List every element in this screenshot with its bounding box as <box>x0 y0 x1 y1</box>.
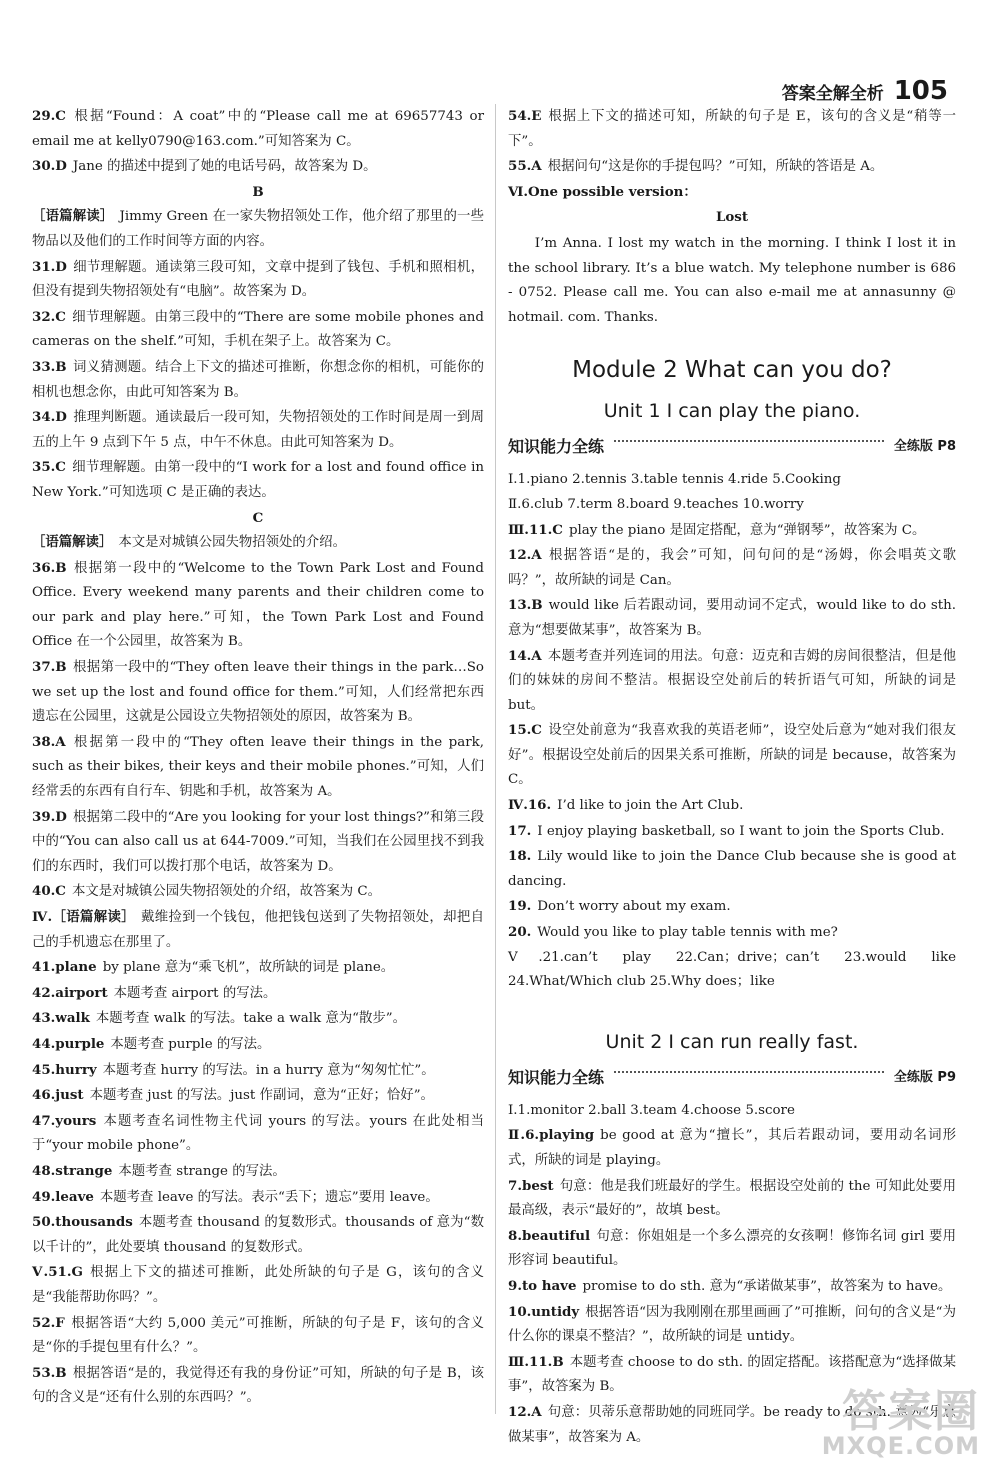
answer-text: Lily would like to join the Dance Club because she is good at dancing. <box>508 849 956 889</box>
answer-text: promise to do sth. 意为“承诺做某事”，故答案为 to have。 <box>582 1278 952 1294</box>
answer-item <box>508 718 956 793</box>
answer-item <box>32 1185 484 1211</box>
answer-item <box>32 981 484 1007</box>
answer-text: 根据第二段中的“Are you looking for your lost things?”和第三段中的“You can also call us at 644-7009.”可知，当我们在公园里找不到我们的东西时，我们可以拨打那个电话，故答案为 D。 <box>32 809 484 874</box>
sub-heading: C <box>252 509 264 526</box>
answer-text: Would you like to play table tennis with me? <box>537 925 838 941</box>
answer-text: Jimmy Green 在一家失物招领处工作，他介绍了那里的一些物品以及他们的工作时间等方面的内容。 <box>32 209 485 249</box>
answer-item <box>32 879 484 905</box>
answer-text: 根据答语“因为我刚刚在那里画画了”可推断，问句的含义是“为什么你的课桌不整洁？”，故所缺的词是 untidy。 <box>508 1304 956 1345</box>
answer-number: 9.to have <box>508 1277 577 1294</box>
answer-item <box>32 1006 484 1032</box>
answer-number: 47.yours <box>32 1112 97 1129</box>
answer-item <box>32 154 484 180</box>
answer-item <box>508 154 956 180</box>
watermark-line2: MXQE.COM <box>821 1432 980 1460</box>
answer-item <box>32 1210 484 1260</box>
answer-number: 18. <box>508 848 532 865</box>
page-number: 105 <box>893 76 948 106</box>
answer-text: 戴维捡到一个钱包，他把钱包送到了失物招领处，却把自己的手机遗忘在那里了。 <box>32 910 485 950</box>
answer-text: Ⅰ.1.monitor 2.ball 3.team 4.choose 5.score <box>508 1102 795 1118</box>
answer-text: Ⅰ.1.piano 2.tennis 3.table tennis 4.ride 5.Cooking <box>508 472 841 488</box>
answer-text: 本题考查 choose to do sth. 的固定搭配。该搭配意为“选择做某事”，故答案为 B。 <box>508 1354 956 1395</box>
answer-item <box>508 1224 956 1274</box>
answer-text: 句意：他是我们班最好的学生。根据设空处前的 the 可知此处要用最高级，表示“最好的”，故填 best。 <box>508 1178 956 1219</box>
answer-text: 根据上下文的描述可推断，此处所缺的句子是 G，该句的含义是“我能帮助你吗？”。 <box>32 1265 484 1305</box>
unit2-section-heading <box>508 1063 956 1093</box>
answer-text: 细节理解题。由第三段中的“There are some mobile phones and cameras on the shelf.”可知，手机在架子上。故答案为 C。 <box>32 309 484 350</box>
answer-number: 13.B <box>508 597 543 614</box>
answer-text: 本题考查 just 的写法。just 作副词，意为“正好；恰好”。 <box>89 1088 434 1104</box>
answer-item <box>32 355 484 405</box>
answer-item <box>508 793 956 819</box>
answer-number: Ⅴ.51.G <box>32 1264 83 1281</box>
answer-item <box>508 819 956 845</box>
unit2-title: Unit 2 I can run really fast. <box>605 1030 859 1053</box>
answer-text: 推理判断题。通读最后一段可知，失物招领处的工作时间是周一到周五的上午 9 点到下午 5 点，中午不休息。由此可知答案为 D。 <box>32 410 484 450</box>
answer-number: 49.leave <box>32 1188 94 1205</box>
answer-number: 39.D <box>32 808 67 825</box>
answer-number: 31.D <box>32 258 67 275</box>
answer-number: 41.plane <box>32 959 97 976</box>
answer-item <box>508 593 956 643</box>
answer-text: 根据上下文的描述可知，所缺的句子是 E，该句的含义是“稍等一下”。 <box>508 109 956 149</box>
answer-text: be good at 意为“擅长”，其后若跟动词，要用动名词形式，所缺的词是 playing。 <box>508 1128 956 1168</box>
answer-text: 本题考查 hurry 的写法。in a hurry 意为“匆匆忙忙”。 <box>102 1062 435 1078</box>
answer-number: 30.D <box>32 158 67 175</box>
answer-item <box>32 455 484 505</box>
answer-text: 本题考查 purple 的写法。 <box>110 1036 271 1052</box>
answer-text: I enjoy playing basketball, so I want to join the Sports Club. <box>537 823 945 839</box>
answer-number: 43.walk <box>32 1010 90 1027</box>
answer-number: 54.E <box>508 108 542 124</box>
column-divider <box>495 104 496 1414</box>
unit1-answers <box>508 468 956 994</box>
answer-item <box>508 1099 956 1124</box>
answer-text: 根据“Found：A coat”中的“Please call me at 69657743 or email me at kelly0790@163.com.”可知答案为 C。 <box>32 109 484 149</box>
answer-number: 20. <box>508 924 532 941</box>
right-top-answers <box>508 104 956 330</box>
answer-text: 本题考查并列连词的用法。句意：迈克和吉姆的房间很整洁，但是他们的妹妹的房间不整洁。根据设空处前后的转折语气可知，所缺的词是 but。 <box>508 648 956 713</box>
answer-text: Ⅴ.21.can’t play 22.Can；drive；can’t 23.would like 24.What/Which club 25.Why does；like <box>508 949 956 990</box>
section-title: 答案全解全析 <box>781 84 884 104</box>
answer-number: 12.A <box>508 1403 542 1420</box>
answer-number: 45.hurry <box>32 1061 97 1078</box>
answer-item <box>32 905 484 955</box>
answer-number: 34.D <box>32 409 67 426</box>
answer-item <box>508 1300 956 1350</box>
answer-number: 7.best <box>508 1177 554 1194</box>
answer-item <box>32 1260 484 1310</box>
answer-number: 44.purple <box>32 1035 105 1052</box>
answer-text: 根据第一段中的“Welcome to the Town Park Lost and Found Office. Every weekend many parents and their children come to our park and play here.”可知，the Town Park Lost and Found Office 在一个公园里，故答案为 B。 <box>32 560 484 650</box>
answer-item <box>32 255 484 305</box>
answer-number: Ⅳ.16. <box>508 797 552 814</box>
answer-item <box>508 468 956 493</box>
answer-number: 42.airport <box>32 984 108 1001</box>
answer-text: I’d like to join the Art Club. <box>557 798 744 814</box>
answer-item <box>32 204 484 254</box>
answer-text: 句意：你姐姐是一个多么漂亮的女孩啊！修饰名词 girl 要用形容词 beautiful。 <box>508 1228 956 1269</box>
answer-item <box>32 805 484 880</box>
answer-item <box>508 180 956 206</box>
answer-item <box>32 655 484 730</box>
leader-dots <box>614 440 884 442</box>
answer-text: 本文是对城镇公园失物招领处的介绍，故答案为 C。 <box>71 884 382 900</box>
answer-text: 根据第一段中的“They often leave their things in the park, such as their bikes, their keys and their mobile phones.”可知，人们经常丢的东西有自行车、钥匙和手机，故答案为 A。 <box>32 734 484 800</box>
answer-text: 细节理解题。由第一段中的“I work for a lost and found office in New York.”可知选项 C 是正确的表达。 <box>32 460 484 500</box>
answer-number: 36.B <box>32 559 67 576</box>
answer-number: 17. <box>508 822 532 839</box>
answer-number: 52.F <box>32 1314 65 1331</box>
essay-paragraph: I’m Anna. I lost my watch in the morning. I think I lost it in the school library. It’s a blue watch. My telephone number is 686 - 0752. Please call me. You can also e-mail me at annasunny @ hotmail. com. Thanks. <box>508 235 956 325</box>
answer-text: 根据问句“这是你的手提包吗？”可知，所缺的答语是 A。 <box>547 159 884 175</box>
answer-text: 词义猜测题。结合上下文的描述可推断，你想念你的相机，可能你的相机也想念你，由此可知答案为 B。 <box>32 359 484 400</box>
answer-number: Ⅵ.One possible version： <box>508 183 697 200</box>
answer-text: 本题考查 leave 的写法。表示“丢下；遗忘”要用 leave。 <box>99 1189 439 1205</box>
unit1-section-label: 知识能力全练 <box>508 437 605 457</box>
answer-item <box>508 543 956 593</box>
answer-item <box>32 1311 484 1361</box>
sub-heading: B <box>252 183 264 200</box>
answer-item <box>32 530 484 556</box>
answer-item <box>508 104 956 154</box>
answer-number: 14.A <box>508 647 542 664</box>
answer-item <box>32 1159 484 1185</box>
answer-text: 本题考查 airport 的写法。 <box>113 985 277 1001</box>
unit2-section-ref: 全练版 P9 <box>893 1069 956 1085</box>
answer-item <box>32 1032 484 1058</box>
left-column <box>32 104 484 1411</box>
answer-text: by plane 意为“乘飞机”，故所缺的词是 plane。 <box>102 960 395 976</box>
answer-number: 33.B <box>32 358 67 375</box>
answer-text: 本文是对城镇公园失物招领处的介绍。 <box>118 535 346 551</box>
answer-item <box>32 1058 484 1084</box>
answer-number: 53.B <box>32 1364 67 1381</box>
answer-item <box>32 1109 484 1159</box>
unit1-section-ref: 全练版 P8 <box>893 439 956 455</box>
answer-item <box>32 1083 484 1109</box>
answer-number: 35.C <box>32 459 66 476</box>
answer-text: 本题考查 strange 的写法。 <box>118 1163 286 1179</box>
answer-number: Ⅳ.［语篇解读］ <box>32 909 135 925</box>
answer-item <box>32 955 484 981</box>
answer-text: Jane 的描述中提到了她的电话号码，故答案为 D。 <box>72 159 377 175</box>
module-title: Module 2 What can you do? <box>572 357 892 384</box>
answer-item <box>32 556 484 655</box>
answer-number: Ⅲ.11.B <box>508 1353 564 1370</box>
answer-text: 本题考查名词性物主代词 yours 的写法。yours 在此处相当于“your mobile phone”。 <box>32 1113 484 1154</box>
leader-dots <box>614 1071 884 1073</box>
answer-item <box>508 844 956 894</box>
unit1-title: Unit 1 I can play the piano. <box>603 400 861 423</box>
answer-number: ［语篇解读］ <box>32 534 113 551</box>
answer-number: 10.untidy <box>508 1303 580 1320</box>
answer-text: 细节理解题。通读第三段可知，文章中提到了钱包、手机和照相机，但没有提到失物招领处有“电脑”。故答案为 D。 <box>32 259 484 300</box>
answer-number: ［语篇解读］ <box>32 208 114 225</box>
answer-item <box>32 104 484 154</box>
answer-item <box>32 730 484 805</box>
answer-item <box>508 644 956 719</box>
answer-text: Don’t worry about my exam. <box>537 899 731 915</box>
answer-number: 8.beautiful <box>508 1227 591 1244</box>
answer-number: 29.C <box>32 108 66 124</box>
answer-item <box>508 894 956 920</box>
answer-number: 46.just <box>32 1087 84 1104</box>
answer-number: 38.A <box>32 733 66 750</box>
answer-item <box>32 305 484 355</box>
answer-number: 12.A <box>508 547 542 564</box>
answer-text: 句意：贝蒂乐意帮助她的同班同学。be ready to do sth. 意为“乐意做某事”，故答案为 A。 <box>508 1404 956 1445</box>
answer-number: Ⅱ.6.playing <box>508 1127 595 1144</box>
watermark-line1: 答案圈 <box>842 1386 980 1437</box>
answer-text: 根据第一段中的“They often leave their things in the park…So we set up the lost and found office for them.”可知，人们经常把东西遗忘在公园里，这就是公园设立失物招领处的原因，故答案为 B。 <box>32 660 484 725</box>
page-header <box>782 76 948 106</box>
answer-number: 19. <box>508 898 532 915</box>
unit1-section-heading <box>508 432 956 462</box>
answer-item <box>32 1361 484 1411</box>
answer-item <box>508 920 956 946</box>
answer-item <box>32 405 484 455</box>
unit2-section-label: 知识能力全练 <box>508 1067 605 1087</box>
answer-text: 本题考查 thousand 的复数形式。thousands of 意为“数以千计的”，此处要填 thousand 的复数形式。 <box>32 1215 484 1255</box>
answer-number: Ⅲ.11.C <box>508 521 563 538</box>
answer-text: 根据答语“是的，我会”可知，问句问的是“汤姆，你会唱英文歌吗？”，故所缺的词是 Can。 <box>508 548 956 588</box>
answer-text: 本题考查 walk 的写法。take a walk 意为“散步”。 <box>95 1011 406 1027</box>
answer-number: 48.strange <box>32 1162 113 1179</box>
answer-item <box>508 1274 956 1300</box>
answer-number: 50.thousands <box>32 1214 133 1231</box>
answer-text: play the piano 是固定搭配，意为“弹钢琴”，故答案为 C。 <box>568 522 926 538</box>
watermark <box>821 1386 980 1460</box>
sub-heading: Lost <box>715 209 749 226</box>
answer-text: Ⅱ.6.club 7.term 8.board 9.teaches 10.worry <box>508 496 804 512</box>
answer-item <box>508 946 956 995</box>
answer-item <box>508 1174 956 1224</box>
answer-text: 设空处前意为“我喜欢我的英语老师”，设空处后意为“她对我们很友好”。根据设空处前后的因果关系可推断，所缺的词是 because，故答案为 C。 <box>508 723 956 788</box>
right-column <box>508 104 956 1450</box>
answer-item <box>508 1123 956 1173</box>
answer-number: 32.C <box>32 308 66 325</box>
answer-number: 55.A <box>508 158 542 175</box>
answer-item <box>508 518 956 544</box>
answer-text: would like 后若跟动词，要用动词不定式，would like to do sth. 意为“想要做某事”，故答案为 B。 <box>508 598 956 638</box>
answer-item <box>508 493 956 518</box>
answer-text: 根据答语“是的，我觉得还有我的身份证”可知，所缺的句子是 B，该句的含义是“还有什么别的东西吗？”。 <box>32 1365 484 1406</box>
answer-number: 37.B <box>32 659 67 676</box>
answer-text: 根据答语“大约 5,000 美元”可推断，所缺的句子是 F，该句的含义是“你的手提包里有什么？”。 <box>32 1315 484 1356</box>
answer-number: 40.C <box>32 883 66 900</box>
answer-number: 15.C <box>508 722 542 739</box>
